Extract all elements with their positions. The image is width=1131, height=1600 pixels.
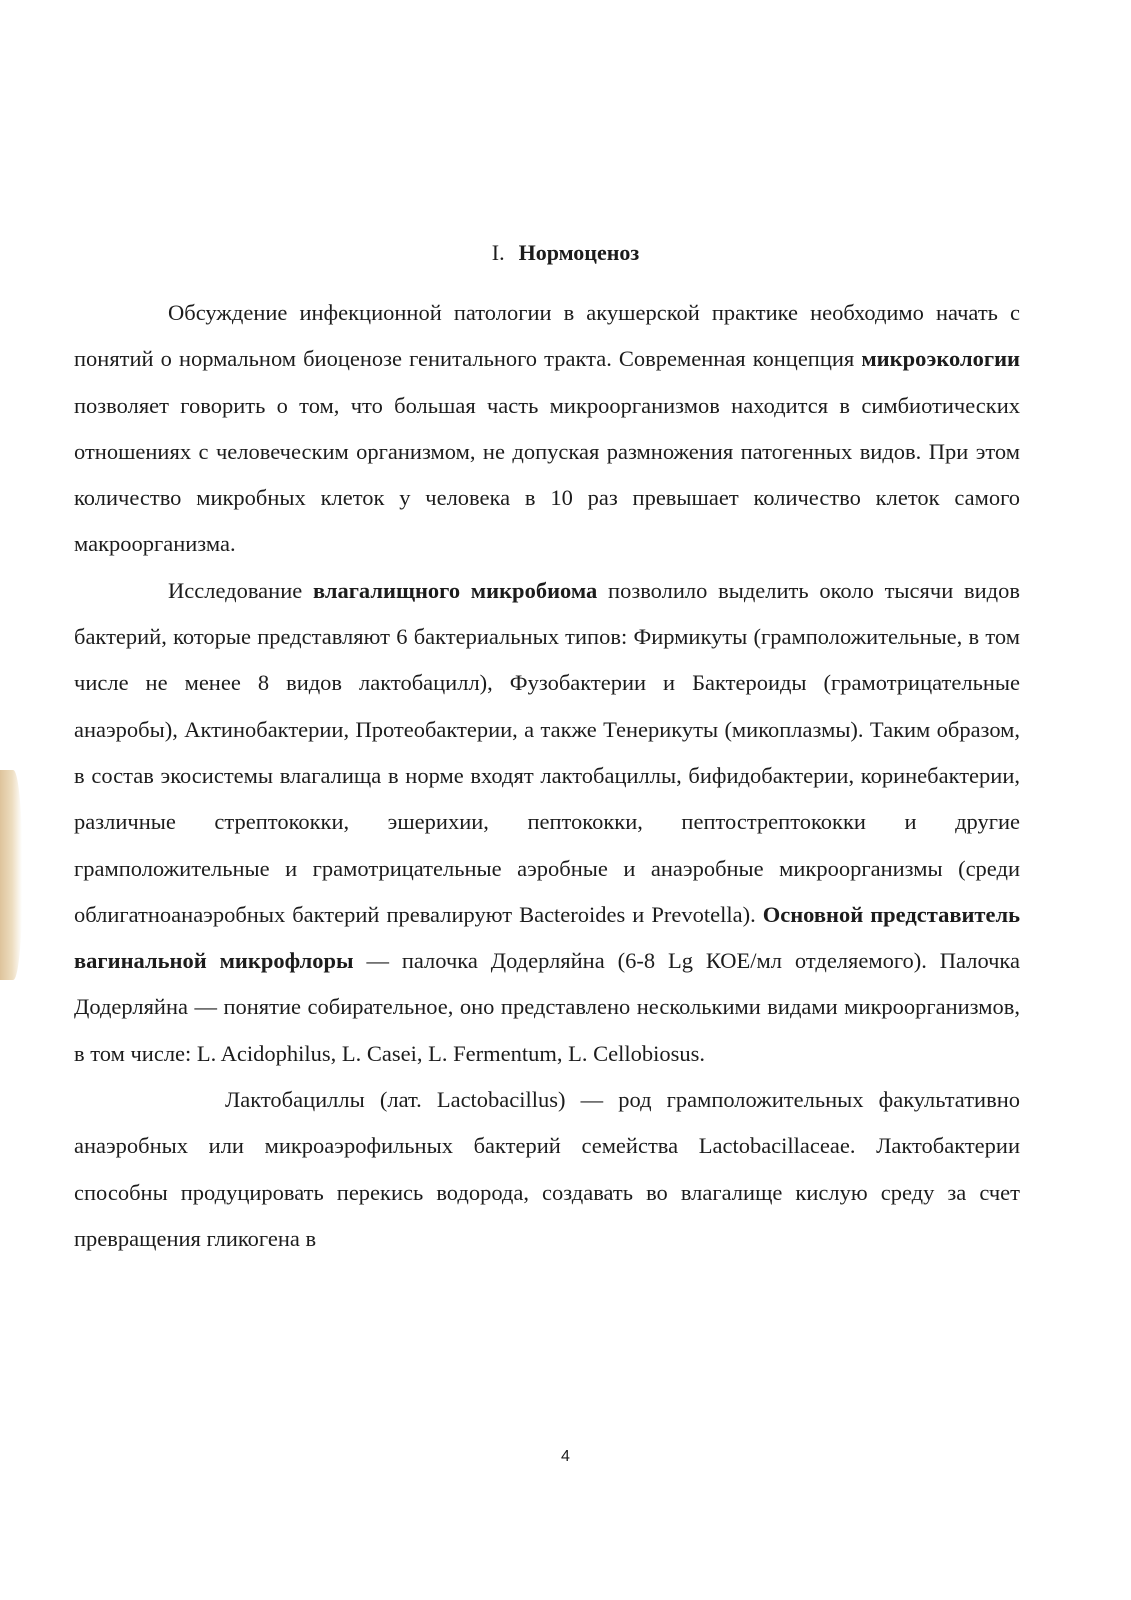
paragraph-2-rest-2: — палочка Додерляйна (6-8 Lg КОЕ/мл отделяемого). Палочка Додерляйна — понятие собирательное, оно представлено несколькими видами микроорганизмов, в том числе: L. Acidophilus, L. Casei, L. Fermentum, L. Cellobiosus.: [74, 948, 1020, 1066]
section-number: I.: [491, 240, 505, 265]
paragraph-2-bold-term: влагалищного микробиома: [312, 577, 598, 603]
paragraph-2-text: Исследование: [168, 577, 313, 603]
paragraph-3-text: Лактобациллы (лат. Lactobacillus) — род грамположительных факультативно анаэробных или микроаэрофильных бактерий семейства Lactobacillaceae. Лактобактерии способны продуцировать перекись водорода, создавать во влагалище кислую среду за счет превращения гликогена в: [74, 1087, 1020, 1251]
paragraph-1-bold-term: микроэкологии: [861, 346, 1020, 372]
paragraph-2-bold-term-2: Основной представитель вагинальной микрофлоры: [74, 901, 1020, 974]
paragraph-1-text: Обсуждение инфекционной патологии в акушерской практике необходимо начать с понятий о нормальном биоценозе генитального тракта. Современная концепция: [74, 300, 1020, 372]
paragraph-2: [74, 568, 1020, 1077]
page-number: 4: [561, 1448, 570, 1465]
section-title: Нормоценоз: [518, 240, 640, 265]
body-text: [74, 290, 1020, 1262]
paragraph-1: [74, 290, 1020, 568]
paragraph-1-rest: позволяет говорить о том, что большая часть микроорганизмов находится в симбиотических отношениях с человеческим организмом, не допуская размножения патогенных видов. При этом количество микробных клеток у человека в 10 раз превышает количество клеток самого макроорганизма.: [74, 392, 1020, 557]
section-heading: [0, 238, 1131, 268]
scan-edge-shadow: [0, 770, 22, 980]
paragraph-3: [74, 1077, 1020, 1262]
paragraph-2-rest: позволило выделить около тысячи видов бактерий, которые представляют 6 бактериальных типов: Фирмикуты (грамположительные, в том числе не менее 8 видов лактобацилл), Фузобактерии и Бактероиды (грамотрицательные анаэробы), Актинобактерии, Протеобактерии, а также Тенерикуты (микоплазмы). Таким образом, в состав экосистемы влагалища в норме входят лактобациллы, бифидобактерии, коринебактерии, различные стрептококки, эшерихии, пептококки, пептострептококки и другие грамположительные и грамотрицательные аэробные и анаэробные микроорганизмы (среди облигатноанаэробных бактерий превалируют Bacteroides и Prevotella).: [74, 577, 1020, 927]
